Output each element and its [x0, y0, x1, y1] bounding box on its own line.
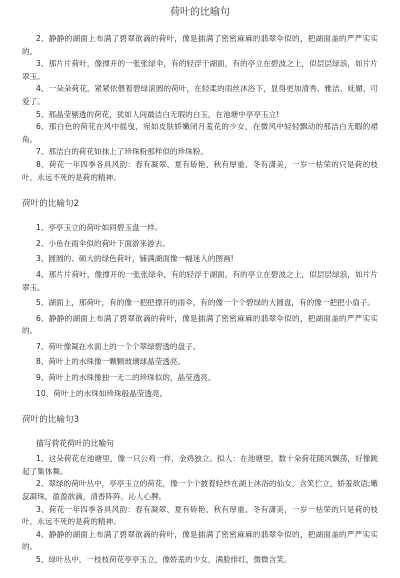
section-1: [22, 33, 378, 184]
paragraph: 2、静静的湖面上布满了碧翠欲滴的荷叶，像是插满了密密麻麻的翡翠伞似的，把湖面盖的严严实实的。: [22, 34, 378, 56]
paragraph: 3、荷花一年四季各具风韵：春有凝翠、夏有矫艳、秋有厚重、冬有潇美，一岁一枯荣的只是荷的枝叶，永远不死的是荷的精神。: [22, 504, 378, 527]
paragraph: 5、那晶莹剔透的荷花，犹如人间最洁白无瑕的白玉，在池塘中亭亭玉立!: [36, 109, 280, 119]
paragraph: 4、静静的湖面上布满了碧翠欲滴的荷叶，像是插满了密密麻麻的翡翠伞似的，把湖面盖的严严实实的。: [22, 529, 378, 552]
paragraph: 2、小鱼在雨伞似的荷叶下面游来游去。: [36, 238, 170, 248]
paragraph: 4、一朵朵荷花，紧紧依偎着碧绿滚圆的荷叶，在轻柔的雨丝沐浴下，显得更加清秀、雅洁、妩媚、可爱了。: [22, 84, 378, 106]
paragraph: 5、湖面上，那荷叶，有的像一把把撑开的雨伞，有的像一个个碧绿的大圆盘，有的像一把把小扇子。: [36, 298, 375, 308]
section-heading: 荷叶的比喻句2: [22, 199, 80, 210]
paragraph: 6、那白色的荷花在风中摇曳，宛如皮肤娇嫩闭月羞花的少女，在微风中轻轻飘动的那洁白无暇的裙角。: [22, 122, 378, 144]
paragraph: 1、亭亭玉立的荷叶如同碧玉盘一样。: [36, 223, 163, 233]
paragraph: 6、静静的湖面上布满了碧翠欲滴的荷叶，像是插满了密密麻麻的翡翠伞似的，把湖面盖的严严实实的。: [22, 313, 378, 336]
paragraph: 10、荷叶上的水珠如珍珠般晶莹透亮。: [36, 388, 168, 398]
section-3: [22, 438, 378, 566]
paragraph: 8、荷叶上的水珠像一颗颗玻璃球晶莹透亮。: [36, 357, 186, 367]
section-heading: 荷叶的比喻句3: [22, 415, 80, 426]
paragraph: 9、荷叶上的水珠像独一无二的珍珠似的，晶莹透亮。: [36, 373, 216, 383]
paragraph: 3、那片片荷叶，像撑开的一张张绿伞，有的轻浮于湖面，有的亭立在碧波之上，似层层绿浪，如片片翠玉。: [22, 59, 378, 81]
paragraph: 5、绿叶丛中，一枝枝荷花亭亭玉立，像娇羞的少女，满脸绯红，微微含笑。: [36, 555, 292, 564]
paragraph: 3、圆圆的、硕大的绿色荷叶，铺满湖面像一幅迷人的图画!: [36, 254, 234, 264]
subheading: 描写荷花荷叶的比喻句: [36, 439, 114, 449]
paragraph: 1、这朵荷花在池塘里，像一只公鸡一样，金鸡独立。拟人：在池塘里，数十朵荷花随风飘荡，好像跳起了集体舞。: [22, 454, 378, 476]
paragraph: 2、翠绿的荷叶丛中，亭亭玉立的荷花，像一个个披着轻纱在湖上沐浴的仙女，含笑伫立，娇羞欲语;嫩蕊凝珠，盈盈欲滴，清香阵阵，沁人心脾。: [22, 479, 378, 502]
paragraph: 8、荷花一年四季各具风韵：春有凝翠、夏有矫艳、秋有厚重、冬有潇美，一岁一枯荣的只是荷的枝叶，永远不死的是荷的精神。: [22, 159, 378, 182]
section-2: [22, 222, 378, 400]
paragraph: 7、荷叶像凝在水面上的一个个翠绿碧透的盘子。: [36, 341, 201, 351]
paragraph: 4、那片片荷叶，像撑开的一张张绿伞，有的轻浮于湖面，有的亭立在碧波之上，似层层绿浪，如片片翠玉。: [22, 269, 378, 292]
paragraph: 7、那洁白的荷花如抹上了珍珠粉那样似的珍珠粉。: [36, 147, 208, 157]
page-title: 荷叶的比喻句: [170, 7, 230, 18]
